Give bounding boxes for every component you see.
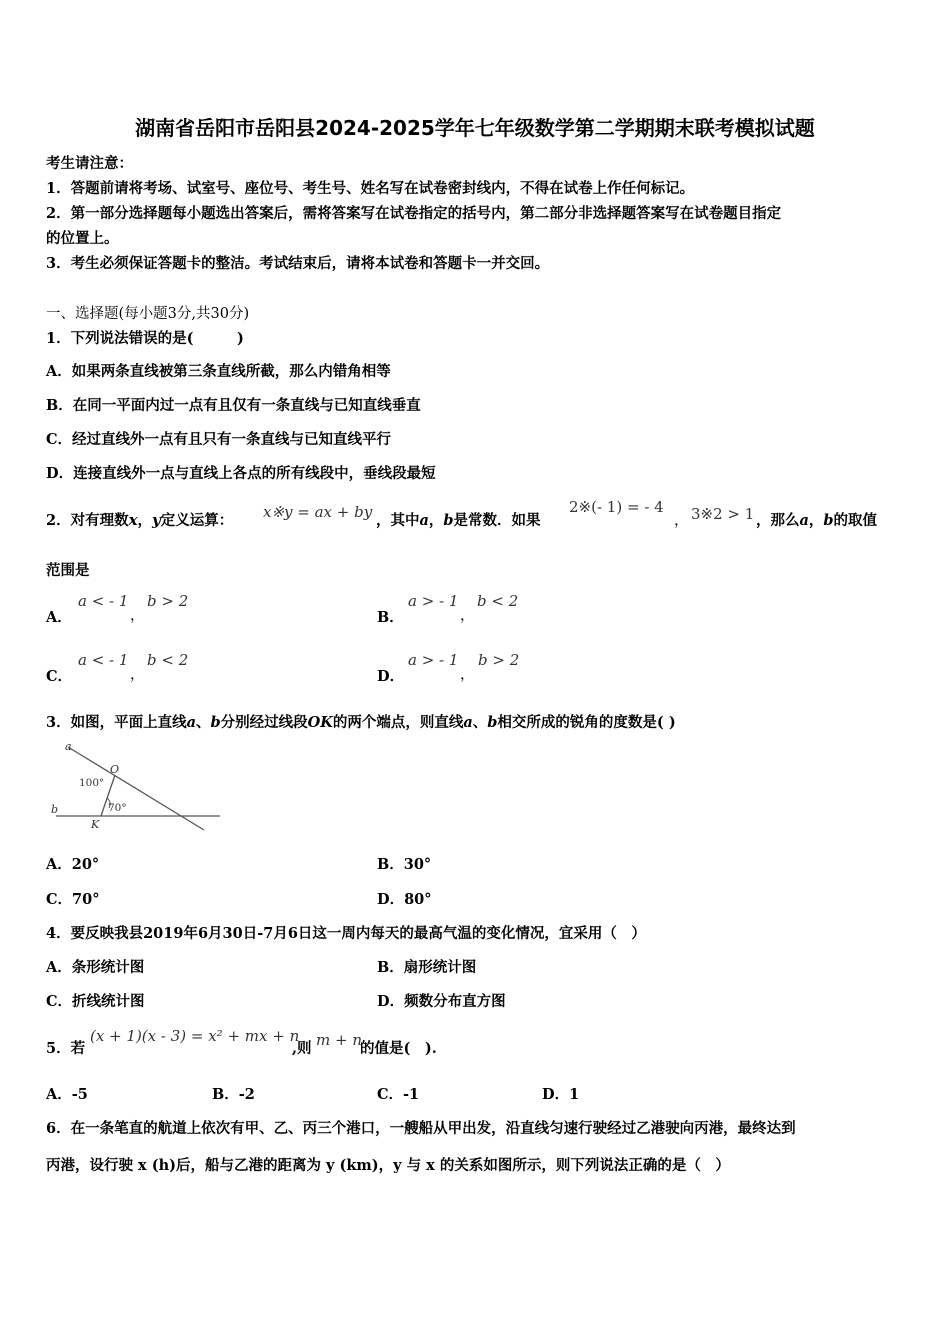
- q5-option-c: C．-1: [377, 1086, 420, 1103]
- q2-option-a-m1: a < - 1: [78, 592, 129, 610]
- q3-var-a: a: [186, 714, 196, 731]
- q2-option-d-sep: ，: [460, 667, 475, 683]
- notice-item-1: 1．答题前请将考场、试室号、座位号、考生号、姓名写在试卷密封线内，不得在试卷上作任何标记。: [46, 180, 695, 197]
- q2-option-b-label: B．: [377, 609, 404, 626]
- q2-option-c-sep: ，: [130, 667, 145, 683]
- q2-formula: x※y = ax + by: [263, 503, 373, 521]
- label-a: a: [65, 740, 72, 753]
- q5-prefix: 5．若: [46, 1040, 86, 1057]
- q2-var-b: b: [823, 512, 834, 529]
- q4-option-c: C．折线统计图: [46, 993, 145, 1010]
- q4-option-d: D．频数分布直方图: [377, 993, 506, 1010]
- angle-70: 70°: [108, 802, 127, 814]
- q2-condition-2: 3※2 > 1: [691, 505, 755, 523]
- q2-option-b-m1: a > - 1: [408, 592, 459, 610]
- section-heading: 一、选择题(每小题3分,共30分): [46, 306, 250, 322]
- q3-option-d: D．80°: [377, 891, 432, 908]
- q2-var-b: b: [443, 512, 454, 529]
- q5-expr: m + n: [316, 1031, 362, 1049]
- q5-then: ,则: [292, 1040, 312, 1057]
- page-title: 湖南省岳阳市岳阳县2024-2025学年七年级数学第二学期期末联考模拟试题: [135, 116, 815, 140]
- q3-text: 、: [472, 714, 488, 731]
- notice-item-2-cont: 的位置上。: [46, 230, 119, 247]
- q5-option-a: A．-5: [46, 1086, 88, 1103]
- q2-option-c-m1: a < - 1: [78, 651, 129, 669]
- q1-option-a: A．如果两条直线被第三条直线所截，那么内错角相等: [46, 363, 391, 380]
- label-b: b: [51, 803, 59, 816]
- q2-option-a-label: A．: [46, 609, 72, 626]
- label-o: O: [110, 763, 120, 776]
- angle-100: 100°: [79, 777, 105, 789]
- q2-condition-1: 2※(- 1) = - 4: [569, 498, 664, 516]
- q2-separator: ，: [674, 513, 689, 529]
- q5-option-d: D．1: [542, 1086, 580, 1103]
- q3-text: 相交所成的锐角的度数是( ): [497, 714, 676, 731]
- q2-option-d-m2: b > 2: [478, 651, 520, 669]
- q2-stem-part2: [376, 509, 541, 530]
- q5-formula: (x + 1)(x - 3) = x² + mx + n: [90, 1027, 300, 1045]
- q2-option-d-label: D．: [377, 668, 405, 685]
- q2-option-b-sep: ，: [460, 608, 475, 624]
- q2-text: ，其中: [376, 512, 420, 529]
- q3-text: 分别经过线段: [220, 714, 308, 731]
- q2-stem-cont: 范围是: [46, 562, 90, 579]
- q2-stem: [46, 509, 233, 530]
- q2-option-d-m1: a > - 1: [408, 651, 459, 669]
- q2-text: ，: [137, 512, 153, 529]
- q2-var-x: x: [128, 511, 138, 529]
- q1-stem: 1．下列说法错误的是( ): [46, 330, 244, 347]
- q2-var-a: a: [799, 512, 809, 529]
- q2-text: ，那么: [756, 512, 800, 529]
- q3-option-b: B．30°: [377, 856, 432, 873]
- q1-option-d: D．连接直线外一点与直线上各点的所有线段中，垂线段最短: [46, 465, 436, 482]
- q6-stem-line2: 丙港，设行驶 x (h)后，船与乙港的距离为 y (km)，y 与 x 的关系如图所示，则下列说法正确的是（ ）: [46, 1157, 730, 1174]
- q2-stem-part3: [756, 509, 877, 530]
- q1-option-c: C．经过直线外一点有且只有一条直线与已知直线平行: [46, 431, 392, 448]
- q4-stem: 4．要反映我县2019年6月30日-7月6日这一周内每天的最高气温的变化情况，宜采用（ ）: [46, 925, 646, 942]
- q3-var-a: a: [463, 714, 473, 731]
- q3-text: 3．如图，平面上直线: [46, 714, 187, 731]
- q4-option-b: B．扇形统计图: [377, 959, 477, 976]
- q3-text: 的两个端点，则直线: [332, 714, 464, 731]
- q3-stem: [46, 711, 676, 732]
- q2-option-a-m2: b > 2: [147, 592, 189, 610]
- q2-option-a-sep: ，: [130, 608, 145, 624]
- q3-option-c: C．70°: [46, 891, 100, 908]
- notice-heading: 考生请注意：: [46, 155, 133, 172]
- q2-text: 2．对有理数: [46, 512, 129, 529]
- q2-option-b-m2: b < 2: [477, 592, 519, 610]
- q2-var-y: y: [152, 511, 161, 529]
- q4-option-a: A．条形统计图: [46, 959, 145, 976]
- notice-item-2: 2．第一部分选择题每小题选出答案后，需将答案写在试卷指定的括号内，第二部分非选择题答案写在试卷题目指定: [46, 205, 782, 222]
- q2-option-c-m2: b < 2: [147, 651, 189, 669]
- q2-option-c-label: C．: [46, 668, 73, 685]
- label-k: K: [91, 818, 100, 831]
- q5-option-b: B．-2: [212, 1086, 255, 1103]
- q3-figure: [46, 738, 226, 838]
- q6-stem-line1: 6．在一条笔直的航道上依次有甲、乙、丙三个港口，一艘船从甲出发，沿直线匀速行驶经过乙港驶向丙港，最终达到: [46, 1120, 796, 1137]
- q2-text: ，: [428, 512, 444, 529]
- q3-option-a: A．20°: [46, 856, 100, 873]
- q2-text: 是常数．如果: [453, 512, 541, 529]
- q3-var-b: b: [487, 714, 498, 731]
- q2-var-a: a: [419, 512, 429, 529]
- q3-var-b: b: [210, 714, 221, 731]
- q2-text: ，: [808, 512, 824, 529]
- q5-suffix: 的值是( ).: [360, 1040, 437, 1057]
- q2-text: 的取值: [833, 512, 878, 529]
- q3-text: 、: [196, 714, 211, 731]
- q2-text: 定义运算：: [160, 512, 234, 529]
- notice-item-3: 3．考生必须保证答题卡的整洁。考试结束后，请将本试卷和答题卡一并交回。: [46, 255, 550, 272]
- q3-var-ok: OK: [307, 714, 333, 731]
- q1-option-b: B．在同一平面内过一点有且仅有一条直线与已知直线垂直: [46, 397, 421, 414]
